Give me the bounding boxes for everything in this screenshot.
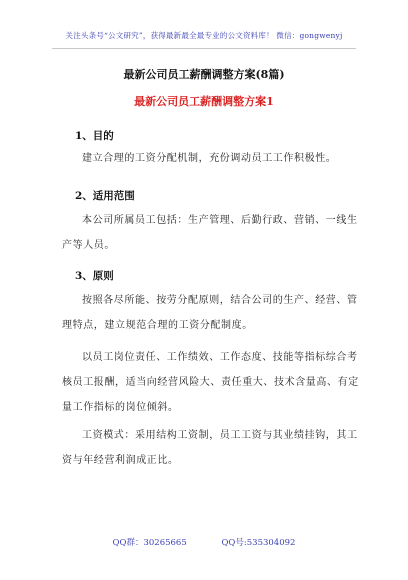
- paragraph-principles-3: 工资模式：采用结构工资制，员工工资与其业绩挂钩，其工资与年经营利润成正比。: [62, 430, 358, 466]
- document-subtitle: 最新公司员工薪酬调整方案1: [134, 95, 274, 108]
- paragraph-scope: 本公司所属员工包括：生产管理、后勤行政、营销、一线生产等人员。: [62, 215, 358, 251]
- footer-qq-number: QQ号:535304092: [221, 538, 296, 548]
- header-divider: [52, 48, 356, 49]
- paragraph-principles-2: 以员工岗位责任、工作绩效、工作态度、技能等指标综合考核员工报酬，适当向经营风险大、责任重大、技术含量高、有定量工作指标的岗位倾斜。: [62, 352, 359, 413]
- section-heading-scope: 2、适用范围: [75, 190, 135, 202]
- paragraph-principles-1: 按照各尽所能、按劳分配原则，结合公司的生产、经营、管理特点，建立规范合理的工资分配制度。: [62, 295, 358, 331]
- header-note: 关注头条号“公文研究”，获得最新最全最专业的公文资料库！ 微信：gongwenyj: [65, 31, 343, 40]
- paragraph-purpose: 建立合理的工资分配机制，充份调动员工工作积极性。: [82, 153, 337, 164]
- document-title: 最新公司员工薪酬调整方案(8篇): [123, 68, 285, 81]
- section-heading-purpose: 1、目的: [75, 130, 114, 142]
- footer-contact: [0, 536, 408, 548]
- section-heading-principles: 3、原则: [75, 270, 114, 282]
- footer-qq-group: QQ群：30265665: [112, 538, 187, 548]
